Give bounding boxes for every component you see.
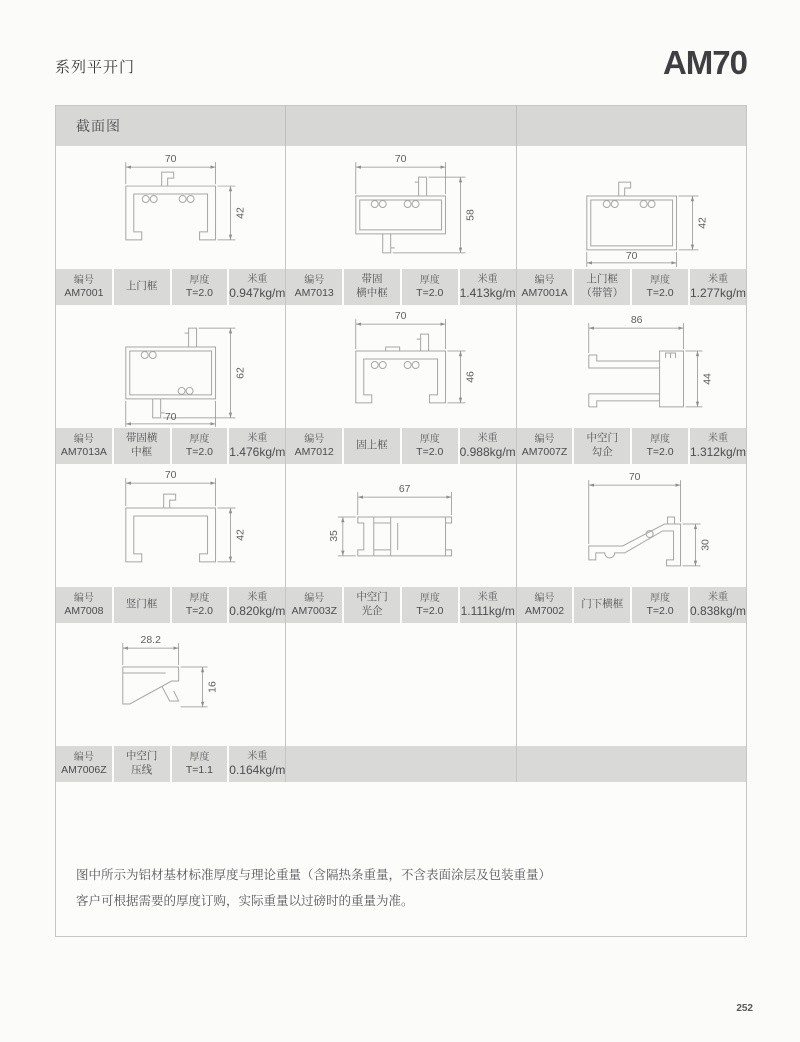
profile-drawing-am7001a [517, 146, 746, 269]
empty-spec-band [517, 746, 746, 782]
table-row-3 [56, 464, 746, 623]
spec-cell-thickness: 厚度 T=2.0 [632, 269, 688, 305]
table-header-col3 [516, 106, 746, 146]
spec-cell-weight: 米重 1.413kg/m [460, 269, 516, 305]
series-code: AM70 [662, 44, 747, 81]
dim-width-label: 70 [395, 154, 407, 166]
table-row-4 [56, 623, 746, 782]
spec-cell-weight: 米重 0.988kg/m [460, 428, 516, 464]
spec-cell-code: 编号 AM7006Z [56, 746, 112, 782]
profile-cell-am7013a [56, 305, 285, 464]
spec-cell-name: 带固横 中框 [114, 428, 170, 464]
section-header-label: 截面图 [76, 118, 121, 134]
empty-cell [516, 623, 746, 782]
profile-cell-am7001 [56, 146, 285, 305]
spec-cell-weight [229, 269, 285, 305]
dim-width-label: 70 [164, 470, 177, 482]
spec-cell-name: 固上框 [344, 428, 400, 464]
spec-cell-name: 门下横框 [574, 587, 630, 623]
dim-width-label: 70 [625, 250, 638, 262]
profile-cell-am7013 [285, 146, 515, 305]
dim-height-label: 44 [702, 373, 714, 385]
code-label: 编号 [73, 274, 94, 286]
spec-cell-name: 带固 横中框 [344, 269, 400, 305]
spec-cell-weight: 米重 0.838kg/m [690, 587, 746, 623]
spec-cell-weight: 米重 1.312kg/m [690, 428, 746, 464]
spec-cell-name: 中空门 勾企 [574, 428, 630, 464]
profile-cell-am7002 [516, 464, 746, 623]
profile-specs-am7001a [517, 269, 746, 305]
weight-value: 0.947kg/m [229, 285, 286, 300]
profile-specs-am7012 [286, 428, 515, 464]
profile-drawing-am7001 [56, 146, 285, 269]
dim-height-label: 42 [235, 529, 247, 541]
profile-specs-am7006z [56, 746, 285, 782]
profile-cell-am7006z [56, 623, 285, 782]
profile-cell-am7012 [285, 305, 515, 464]
dim-width-label: 70 [628, 472, 641, 484]
profile-drawing-am7013 [286, 146, 515, 269]
table-header-col2 [285, 106, 515, 146]
spec-cell-name: 竖门框 [114, 587, 170, 623]
footnote-line-1: 图中所示为铝材基材标准厚度与理论重量（含隔热条重量，不含表面涂层及包装重量） [76, 868, 552, 882]
profile-drawing-am7002 [517, 464, 746, 587]
dim-width-label: 70 [164, 411, 177, 423]
spec-cell-weight: 米重 1.476kg/m [229, 428, 285, 464]
footnote [56, 782, 746, 936]
spec-cell-thickness [172, 269, 228, 305]
spec-cell-thickness: 厚度 T=2.0 [172, 587, 228, 623]
dim-height-label: 62 [235, 367, 247, 379]
page-number: 252 [736, 1003, 753, 1014]
table-row-1 [56, 146, 746, 305]
spec-cell-thickness: 厚度 T=2.0 [632, 587, 688, 623]
spec-cell-weight: 米重 1.111kg/m [460, 587, 516, 623]
dim-height-label: 35 [329, 530, 341, 542]
spec-cell-weight: 米重 0.164kg/m [229, 746, 285, 782]
spec-cell-name: 上门框 （带管） [574, 269, 630, 305]
profile-specs-am7002 [517, 587, 746, 623]
spec-cell-code: 编号 AM7002 [517, 587, 573, 623]
dim-height-label: 30 [700, 539, 712, 551]
profile-specs-am7007z [517, 428, 746, 464]
profile-drawing-am7007z [517, 305, 746, 428]
profile-specs-am7001 [56, 269, 285, 305]
spec-cell-weight: 米重 1.277kg/m [690, 269, 746, 305]
spec-cell-name: 中空门 光企 [344, 587, 400, 623]
dim-height-label: 58 [465, 209, 477, 221]
profile-drawing-am7003z [286, 464, 515, 587]
profile-specs-am7008 [56, 587, 285, 623]
dim-height-label: 46 [465, 371, 477, 383]
table-header [56, 106, 746, 146]
profile-drawing-am7012 [286, 305, 515, 428]
spec-cell-code: 编号 AM7008 [56, 587, 112, 623]
footnote-line-2: 客户可根据需要的厚度订购，实际重量以过磅时的重量为准。 [76, 894, 414, 908]
spec-cell-code: 编号 AM7007Z [517, 428, 573, 464]
empty-cell [285, 623, 515, 782]
spec-cell-weight: 米重 0.820kg/m [229, 587, 285, 623]
spec-cell-thickness: 厚度 T=2.0 [402, 428, 458, 464]
profile-specs-am7013a [56, 428, 285, 464]
spec-cell-thickness: 厚度 T=2.0 [172, 428, 228, 464]
spec-cell-thickness: 厚度 T=2.0 [402, 269, 458, 305]
spec-cell-thickness: 厚度 T=2.0 [632, 428, 688, 464]
table-header-col1 [56, 106, 285, 146]
profile-drawing-am7008 [56, 464, 285, 587]
dim-width-label: 67 [399, 484, 411, 496]
spec-cell-code: 编号 AM7003Z [286, 587, 342, 623]
profile-cell-am7008 [56, 464, 285, 623]
spec-cell-name: 上门框 [114, 269, 170, 305]
profile-drawing-am7013a [56, 305, 285, 428]
profile-specs-am7003z [286, 587, 515, 623]
code-value: AM7001 [64, 286, 104, 299]
thickness-value: T=2.0 [185, 286, 213, 299]
series-title: 系列平开门 [55, 59, 136, 76]
spec-cell-code: 编号 AM7013 [286, 269, 342, 305]
spec-cell-thickness: 厚度 T=1.1 [172, 746, 228, 782]
empty-spec-band [286, 746, 515, 782]
profile-cell-am7003z [285, 464, 515, 623]
dim-width-label: 28.2 [140, 635, 161, 647]
dim-height-label: 42 [697, 217, 709, 229]
profile-specs-am7013 [286, 269, 515, 305]
spec-cell-code: 编号 AM7001A [517, 269, 573, 305]
spec-cell-code: 编号 AM7013A [56, 428, 112, 464]
table-row-2 [56, 305, 746, 464]
dim-height-label: 16 [207, 681, 219, 693]
profile-drawing-am7006z [56, 623, 285, 746]
spec-cell-code: 编号 AM7012 [286, 428, 342, 464]
spec-cell-name: 中空门 压线 [114, 746, 170, 782]
dim-width-label: 70 [395, 311, 407, 323]
thickness-label: 厚度 [189, 274, 210, 286]
dim-width-label: 70 [164, 154, 177, 166]
profiles-table [55, 105, 747, 937]
profile-cell-am7001a [516, 146, 746, 305]
profile-cell-am7007z [516, 305, 746, 464]
dim-height-label: 42 [235, 207, 247, 219]
weight-label: 米重 [247, 273, 268, 285]
dim-width-label: 86 [630, 315, 643, 327]
spec-cell-thickness: 厚度 T=2.0 [402, 587, 458, 623]
spec-cell-code [56, 269, 112, 305]
